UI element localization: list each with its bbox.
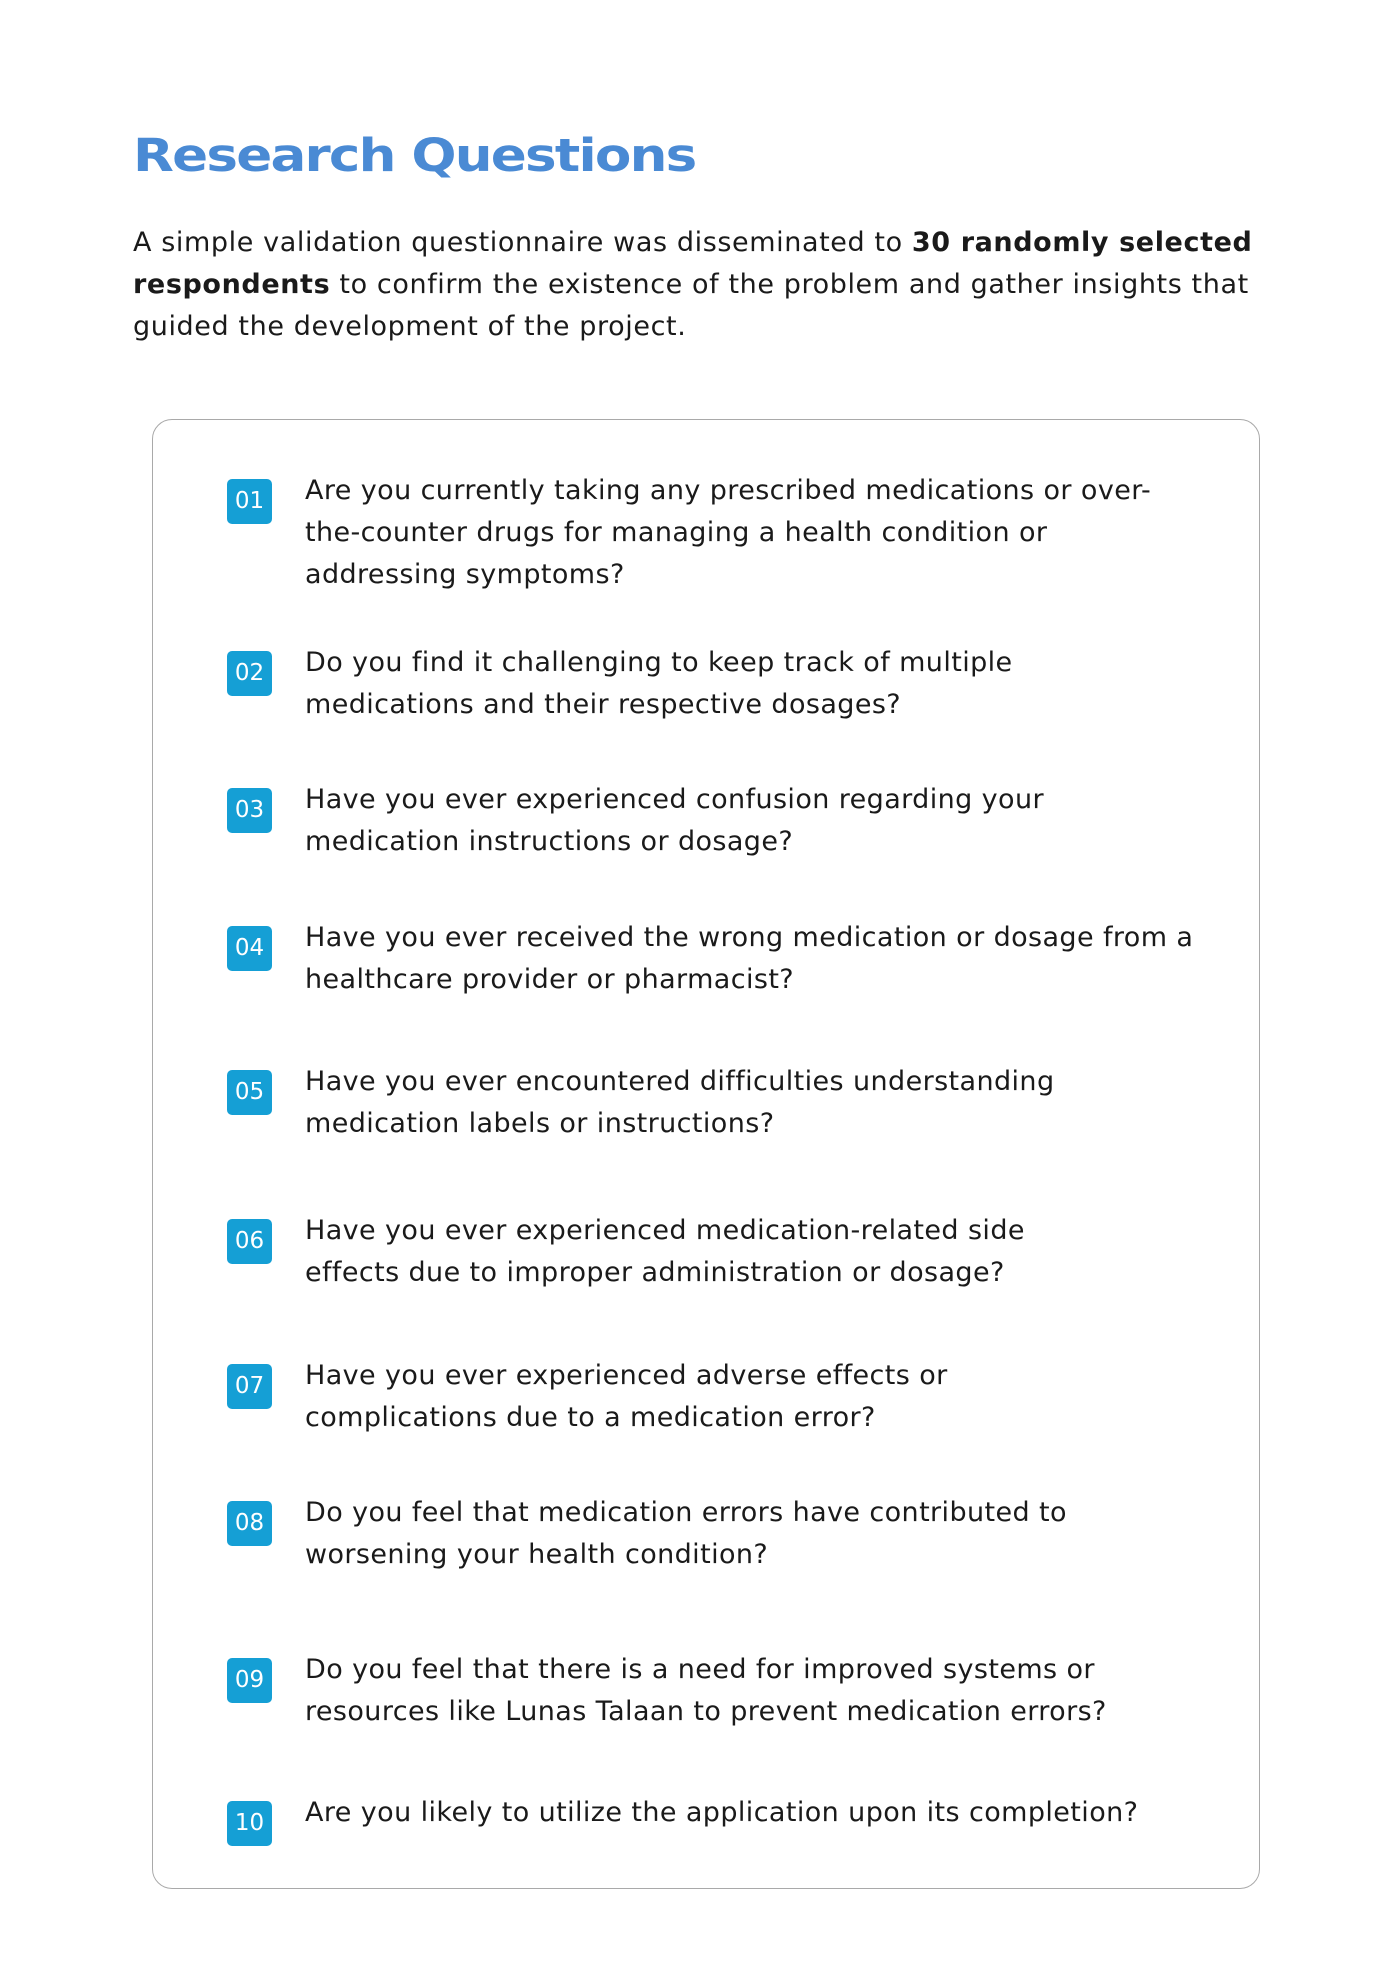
intro-paragraph bbox=[133, 222, 1253, 348]
question-text: Are you likely to utilize the application upon its completion? bbox=[305, 1797, 1139, 1828]
question-text: Are you currently taking any prescribed medications or over-the-counter drugs for managing a health condition or addressing symptoms? bbox=[305, 475, 1152, 590]
intro-text-after: to confirm the existence of the problem and gather insights that guided the development of the project. bbox=[133, 269, 1249, 342]
question-text: Have you ever received the wrong medication or dosage from a healthcare provider or pharmacist? bbox=[305, 922, 1194, 995]
intro-bold-text: 30 randomly selected respondents bbox=[133, 227, 1253, 300]
question-text: Do you find it challenging to keep track of multiple medications and their respective dosages? bbox=[305, 647, 1013, 720]
question-text: Have you ever encountered difficulties understanding medication labels or instructions? bbox=[305, 1066, 1055, 1139]
question-number-badge: 08 bbox=[227, 1501, 272, 1546]
question-number-badge: 10 bbox=[227, 1801, 272, 1846]
question-text: Do you feel that medication errors have contributed to worsening your health condition? bbox=[305, 1497, 1067, 1570]
page-title: Research Questions bbox=[133, 129, 696, 182]
intro-text-before: A simple validation questionnaire was disseminated to bbox=[133, 227, 912, 258]
question-number-badge: 02 bbox=[227, 651, 272, 696]
question-number-badge: 09 bbox=[227, 1658, 272, 1703]
question-number-badge: 03 bbox=[227, 788, 272, 833]
question-number-badge: 07 bbox=[227, 1364, 272, 1409]
question-text: Do you feel that there is a need for improved systems or resources like Lunas Talaan to prevent medication errors? bbox=[305, 1654, 1107, 1727]
question-number-badge: 01 bbox=[227, 479, 272, 524]
question-number-badge: 04 bbox=[227, 926, 272, 971]
question-text: Have you ever experienced confusion regarding your medication instructions or dosage? bbox=[305, 784, 1044, 857]
question-number-badge: 05 bbox=[227, 1070, 272, 1115]
questions-panel bbox=[152, 419, 1260, 1889]
question-text: Have you ever experienced medication-related side effects due to improper administration or dosage? bbox=[305, 1215, 1025, 1288]
question-text: Have you ever experienced adverse effects or complications due to a medication error? bbox=[305, 1360, 948, 1433]
question-number-badge: 06 bbox=[227, 1219, 272, 1264]
